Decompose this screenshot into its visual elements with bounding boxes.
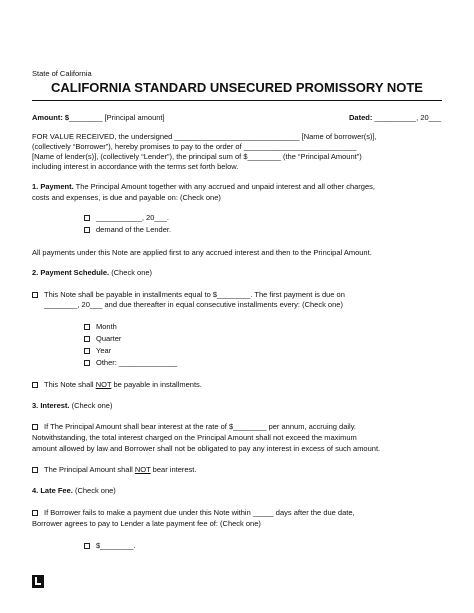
schedule-heading: 2. Payment Schedule. (Check one)	[32, 268, 153, 277]
payment-option-demand[interactable]: demand of the Lender.	[84, 225, 171, 236]
late-fee-line-2: Borrower agrees to pay to Lender a late payment fee of: (Check one)	[32, 519, 261, 528]
amount-label: Amount: $________ [Principal amount]	[32, 113, 165, 122]
title-divider	[32, 100, 442, 101]
checkbox-icon[interactable]	[84, 215, 90, 221]
intro-line-2: (collectively “Borrower”), hereby promises to pay to the order of ___________________________	[32, 142, 357, 151]
schedule-option-no-installments[interactable]: This Note shall NOT be payable in installments.	[32, 380, 202, 391]
interest-line-2: Notwithstanding, the total interest charged on the Principal Amount shall not exceed the maximum	[32, 433, 357, 442]
interest-heading: 3. Interest. (Check one)	[32, 401, 113, 410]
interest-line-3: amount allowed by law and Borrower shall not be obligated to pay any interest in excess of such amount.	[32, 444, 381, 453]
interest-option-rate[interactable]: If The Principal Amount shall bear interest at the rate of $________ per annum, accruing daily.	[32, 422, 356, 433]
intro-line-4: including interest in accordance with the terms set forth below.	[32, 162, 239, 171]
intro-line-1: FOR VALUE RECEIVED, the undersigned ______________________________ [Name of borrower(s)],	[32, 132, 377, 141]
document-title: CALIFORNIA STANDARD UNSECURED PROMISSORY NOTE	[51, 80, 423, 95]
schedule-option-installments[interactable]: This Note shall be payable in installments equal to $________. The first payment is due on	[32, 290, 345, 301]
late-fee-heading: 4. Late Fee. (Check one)	[32, 486, 116, 495]
payment-option-date[interactable]: ___________, 20___.	[84, 213, 169, 224]
state-label: State of California	[32, 69, 92, 78]
period-other[interactable]: Other: ______________	[84, 358, 177, 369]
checkbox-icon[interactable]	[84, 336, 90, 342]
checkbox-icon[interactable]	[32, 467, 38, 473]
checkbox-icon[interactable]	[84, 360, 90, 366]
checkbox-icon[interactable]	[84, 543, 90, 549]
document-logo-icon	[32, 575, 44, 588]
checkbox-icon[interactable]	[32, 424, 38, 430]
intro-line-3: [Name of lender(s)], (collectively “Lender”), the principal sum of $________ (the “Principal Amount”)	[32, 152, 362, 161]
payment-line-1: 1. Payment. The Principal Amount together with any accrued and unpaid interest and all other charges,	[32, 182, 375, 191]
schedule-option-line-2: ________, 20___ and due thereafter in equal consecutive installments every: (Check one)	[44, 300, 343, 309]
checkbox-icon[interactable]	[32, 510, 38, 516]
checkbox-icon[interactable]	[84, 348, 90, 354]
payment-note: All payments under this Note are applied first to any accrued interest and then to the Principal Amount.	[32, 248, 372, 257]
payment-line-2: costs and expenses, is due and payable on: (Check one)	[32, 193, 221, 202]
checkbox-icon[interactable]	[84, 324, 90, 330]
period-year[interactable]: Year	[84, 346, 111, 357]
late-fee-option[interactable]: If Borrower fails to make a payment due under this Note within _____ days after the due date,	[32, 508, 355, 519]
checkbox-icon[interactable]	[32, 292, 38, 298]
period-quarter[interactable]: Quarter	[84, 334, 121, 345]
checkbox-icon[interactable]	[84, 227, 90, 233]
checkbox-icon[interactable]	[32, 382, 38, 388]
dated-field: Dated: __________, 20___	[349, 113, 442, 122]
interest-option-none[interactable]: The Principal Amount shall NOT bear interest.	[32, 465, 196, 476]
late-fee-amount[interactable]: $________.	[84, 541, 136, 552]
period-month[interactable]: Month	[84, 322, 117, 333]
